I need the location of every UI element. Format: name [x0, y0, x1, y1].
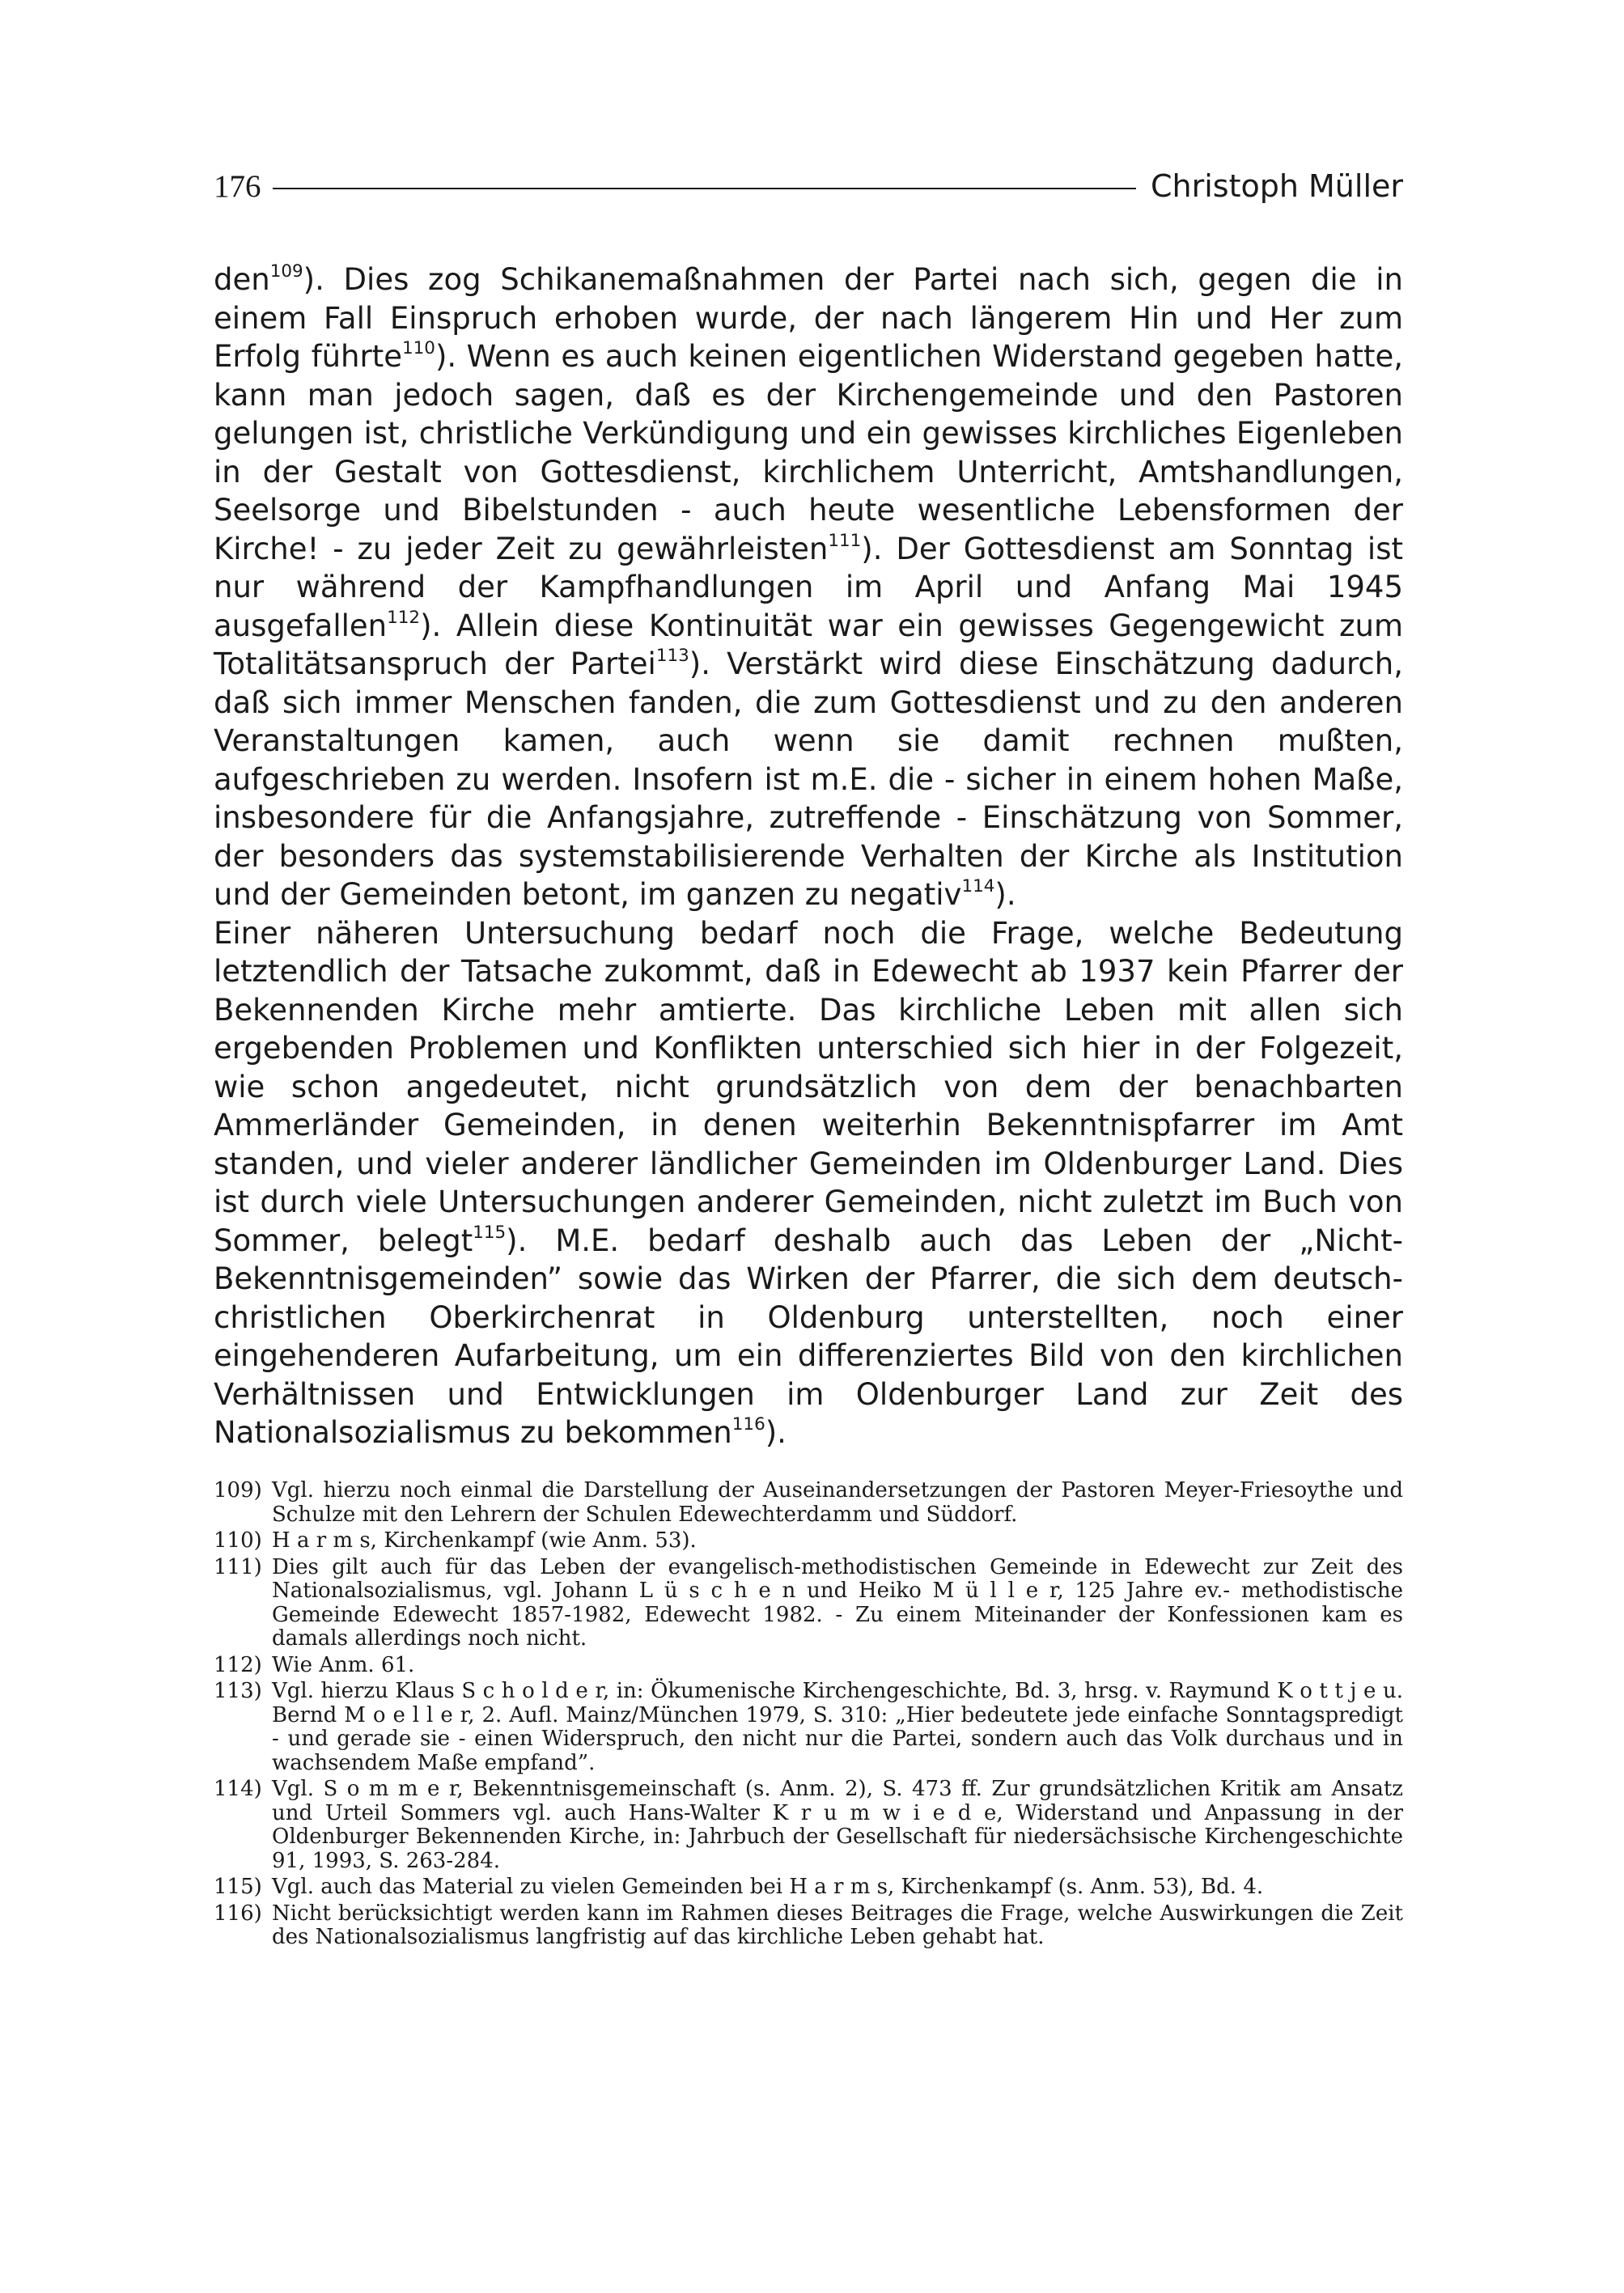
footnote-ref-116[interactable]: 116 [731, 1414, 765, 1435]
text-run: ). [994, 877, 1016, 912]
footnote-number: 113) [214, 1679, 262, 1703]
running-head-author: Christoph Müller [1150, 168, 1403, 204]
footnote-ref-114[interactable]: 114 [961, 875, 995, 896]
footnote-text: Nicht berücksichtigt werden kann im Rahmen dieses Beitrages die Frage, welche Auswirkungen die Zeit des Nationalsozialismus langfristig auf das kirchliche Leben gehabt hat. [272, 1901, 1403, 1949]
footnote-114 [214, 1778, 1403, 1873]
footnote-113 [214, 1680, 1403, 1775]
text-run: den [214, 262, 270, 297]
paragraph-1 [214, 261, 1403, 914]
footnote-110 [214, 1529, 1403, 1553]
footnote-115 [214, 1876, 1403, 1900]
footnotes [214, 1479, 1403, 1950]
paragraph-2 [214, 914, 1403, 1452]
footnote-text: Vgl. hierzu noch einmal die Darstellung der Auseinandersetzungen der Pastoren Meyer-Friesoythe und Schulze mit den Lehrern der Schulen Edewechterdamm und Süddorf. [272, 1478, 1403, 1527]
footnote-number: 112) [214, 1652, 262, 1677]
footnote-text: H a r m s, Kirchenkampf (wie Anm. 53). [272, 1528, 697, 1553]
text-run: ). Wenn es auch keinen eigentlichen Widerstand gegeben hatte, kann man jedoch sagen, daß es der Kirchengemeinde und den Pastoren gelungen ist, christliche Verkündigung und ein gewisses kirchliches Eigenleben in der Gestalt von Gottesdienst, kirchlichem Unterricht, Amtshandlungen, Seelsorge und Bibelstunden - auch heute wesentliche Lebensformen der Kirche! - zu jeder Zeit zu gewährleisten [214, 339, 1403, 566]
running-head [214, 163, 1403, 209]
footnote-111 [214, 1556, 1403, 1651]
text-run: ). Allein diese Kontinuität war ein gewisses Gegengewicht zum Totalitätsanspruch der Partei [214, 608, 1403, 681]
text-run: Einer näheren Untersuchung bedarf noch die Frage, welche Bedeutung letztendlich der Tatsache zukommt, daß in Edewecht ab 1937 kein Pfarrer der Bekennenden Kirche mehr amtierte. Das kirchliche Leben mit allen sich ergebenden Problemen und Konflikten unterschied sich hier in der Folgezeit, wie schon angedeutet, nicht grundsätzlich von dem der benachbarten Ammerländer Gemeinden, in denen weiterhin Bekenntnispfarrer im Amt standen, und vieler anderer ländlicher Gemeinden im Oldenburger Land. Dies ist durch viele Untersuchungen anderer Gemeinden, nicht zuletzt im Buch von Sommer, belegt [214, 915, 1403, 1258]
footnote-number: 110) [214, 1528, 262, 1553]
footnote-text: Vgl. S o m m e r, Bekenntnisgemeinschaft (s. Anm. 2), S. 473 ff. Zur grundsätzlichen Kritik am Ansatz und Urteil Sommers vgl. auch Hans-Walter K r u m w i e d e, Widerstand und Anpassung in der Oldenburger Bekennenden Kirche, in: Jahrbuch der Gesellschaft für niedersächsische Kirchengeschichte 91, 1993, S. 263-284. [272, 1777, 1403, 1873]
footnote-text: Wie Anm. 61. [272, 1652, 415, 1677]
footnote-number: 116) [214, 1901, 262, 1926]
footnote-ref-115[interactable]: 115 [473, 1222, 507, 1243]
footnote-ref-111[interactable]: 111 [828, 530, 862, 551]
footnote-ref-113[interactable]: 113 [655, 645, 689, 666]
text-run: ). Dies zog Schikanemaßnahmen der Partei nach sich, gegen die in einem Fall Einspruch erhoben wurde, der nach längerem Hin und Her zum Erfolg führte [214, 262, 1403, 374]
footnote-109 [214, 1479, 1403, 1527]
footnote-text: Vgl. hierzu Klaus S c h o l d e r, in: Ökumenische Kirchengeschichte, Bd. 3, hrsg. v. Raymund K o t t j e u. Bernd M o e l l e r, 2. Aufl. Mainz/München 1979, S. 310: „Hier bedeutete jede einfache Sonntagspredigt - und gerade sie - einen Widerspruch, den nicht nur die Partei, sondern auch das Volk durchaus und in wachsendem Maße empfand”. [272, 1679, 1403, 1775]
footnote-number: 114) [214, 1777, 262, 1801]
footnote-text: Vgl. auch das Material zu vielen Gemeinden bei H a r m s, Kirchenkampf (s. Anm. 53), Bd. 4. [272, 1875, 1264, 1899]
header-rule [273, 188, 1136, 189]
page-number: 176 [214, 168, 261, 204]
footnote-112 [214, 1654, 1403, 1678]
footnote-116 [214, 1902, 1403, 1950]
footnote-number: 115) [214, 1875, 262, 1899]
body-text [214, 261, 1403, 1452]
text-run: ). [765, 1415, 787, 1450]
footnote-ref-110[interactable]: 110 [401, 337, 435, 358]
footnote-number: 109) [214, 1478, 262, 1503]
footnote-number: 111) [214, 1554, 262, 1579]
footnote-text: Dies gilt auch für das Leben der evangelisch-methodistischen Gemeinde in Edewecht zur Zeit des Nationalsozialismus, vgl. Johann L ü s c h e n und Heiko M ü l l e r, 125 Jahre ev.- methodistische Gemeinde Edewecht 1857-1982, Edewecht 1982. - Zu einem Miteinander der Konfessionen kam es damals allerdings noch nicht. [272, 1554, 1403, 1651]
text-run: ). Der Gottesdienst am Sonntag ist nur während der Kampfhandlungen im April und Anfang Mai 1945 ausgefallen [214, 531, 1403, 643]
text-run: ). Verstärkt wird diese Einschätzung dadurch, daß sich immer Menschen fanden, die zum Gottesdienst und zu den anderen Veranstaltungen kamen, auch wenn sie damit rechnen mußten, aufgeschrieben zu werden. Insofern ist m.E. die - sicher in einem hohen Maße, insbesondere für die Anfangsjahre, zutreffende - Einschätzung von Sommer, der besonders das systemstabilisierende Verhalten der Kirche als Institution und der Gemeinden betont, im ganzen zu negativ [214, 646, 1403, 912]
footnote-ref-109[interactable]: 109 [269, 261, 303, 282]
footnote-ref-112[interactable]: 112 [387, 607, 421, 628]
text-run: ). M.E. bedarf deshalb auch das Leben der „Nicht-Bekenntnisgemeinden” sowie das Wirken der Pfarrer, die sich dem deutsch-christlichen Oberkirchenrat in Oldenburg unterstellten, noch einer eingehenderen Aufarbeitung, um ein differenziertes Bild von den kirchlichen Verhältnissen und Entwicklungen im Oldenburger Land zur Zeit des Nationalsozialismus zu bekommen [214, 1223, 1403, 1450]
